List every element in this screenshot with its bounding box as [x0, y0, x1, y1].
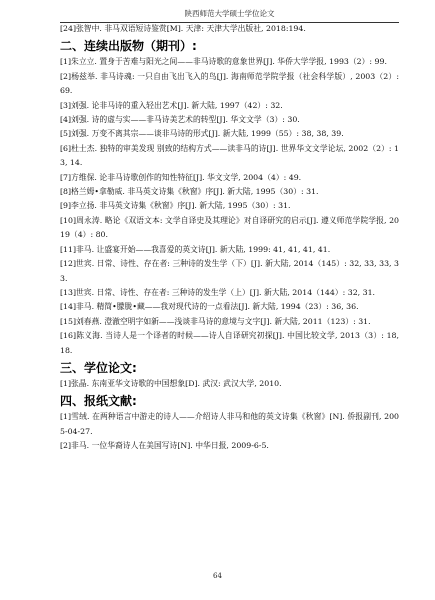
- reference-entry: [14]非马. 精简•朦胧•藏——我对现代诗的一点看法[J]. 新大陆, 1994（23）: 36, 36.: [60, 302, 359, 312]
- section-heading-theses: 三、学位论文:: [60, 360, 137, 375]
- reference-entry: [9]李立扬. 非马英文诗集《秋窗》序[J]. 新大陆, 1995（30）: 31.: [60, 201, 291, 211]
- page-number: 64: [213, 572, 222, 580]
- section-heading-newspapers: 四、报纸文献:: [60, 394, 137, 409]
- reference-entry: [10]周永涛. 略论《双语文本: 文学自译史及其理论》对自译研究的启示[J]. 遵义师范学院学报, 2019（4）: 80.: [60, 215, 399, 240]
- section-heading-periodicals: 二、连续出版物（期刊）:: [60, 39, 197, 54]
- reference-entry: [5]刘强. 万变不离其宗——谈非马诗的形式[J]. 新大陆, 1999（55）: 38, 38, 39.: [60, 129, 344, 139]
- reference-entry: [1]雪绒. 在两种语言中游走的诗人——介绍诗人非马和他的英文诗集《秋窗》[N]. 侨报副刊, 2005-04-27.: [60, 412, 399, 436]
- reference-entry: [2]非马. 一位华裔诗人在美国写诗[N]. 中华日报, 2009-6-5.: [60, 441, 269, 451]
- reference-entry: [2]杨兹举. 非马诗魂: 一只自由飞出飞入的鸟[J]. 海南师范学院学报（社会科学版）, 2003（2）: 69.: [60, 71, 399, 96]
- reference-entry: [1]朱立立. 置身于苦难与阳光之间——非马诗歌的意象世界[J]. 华侨大学学报, 1993（2）: 99.: [60, 57, 387, 67]
- reference-entry: [8]格兰姆•拿勒威. 非马英文诗集《秋窗》序[J]. 新大陆, 1995（30）: 31.: [60, 187, 319, 197]
- reference-entry: [12]世宾. 日常、诗性、存在者: 三种诗的发生学（下）[J]. 新大陆, 2014（145）: 32, 33, 33, 33.: [60, 259, 399, 283]
- reference-entry: [13]世宾. 日常、诗性、存在者: 三种诗的发生学（上）[J]. 新大陆, 2014（144）: 32, 31.: [60, 287, 376, 297]
- reference-entry: [16]陈义海. 当诗人是一个译者的时候——诗人自译研究初探[J]. 中国比较文学, 2013（3）: 18, 18.: [60, 331, 399, 355]
- reference-entry: [15]刘春燕. 澄澈空明字如新——浅谈非马诗的意境与文字[J]. 新大陆, 2011（123）: 31.: [60, 316, 371, 326]
- reference-entry: [24]张智中. 非马双语短诗鉴赏[M]. 天津: 天津大学出版社, 2018:194.: [60, 24, 306, 33]
- reference-entry: [6]杜士杰. 独特的审美发现 别致的结构方式——读非马的诗[J]. 世界华文文学论坛, 2002（2）: 13, 14.: [60, 143, 399, 168]
- page-header: 陕西师范大学硕士学位论文: [60, 8, 399, 23]
- reference-entry: [11]非马. 让盛宴开始——我喜爱的英文诗[J]. 新大陆, 1999: 41, 41, 41, 41.: [60, 244, 331, 254]
- reference-entry: [1]张晶. 东南亚华文诗歌的中国想象[D]. 武汉: 武汉大学, 2010.: [60, 378, 282, 388]
- references-content: [60, 22, 399, 454]
- reference-entry: [3]刘强. 论非马诗的重入轻出艺术[J]. 新大陆, 1997（42）: 32.: [60, 100, 283, 110]
- reference-entry: [7]方维保. 论非马诗歌创作的知性特征[J]. 华文文学, 2004（4）: 49.: [60, 172, 302, 182]
- reference-entry: [4]刘强. 诗的虚与实——非马诗美艺术的转型[J]. 华文文学（3）: 30.: [60, 115, 300, 125]
